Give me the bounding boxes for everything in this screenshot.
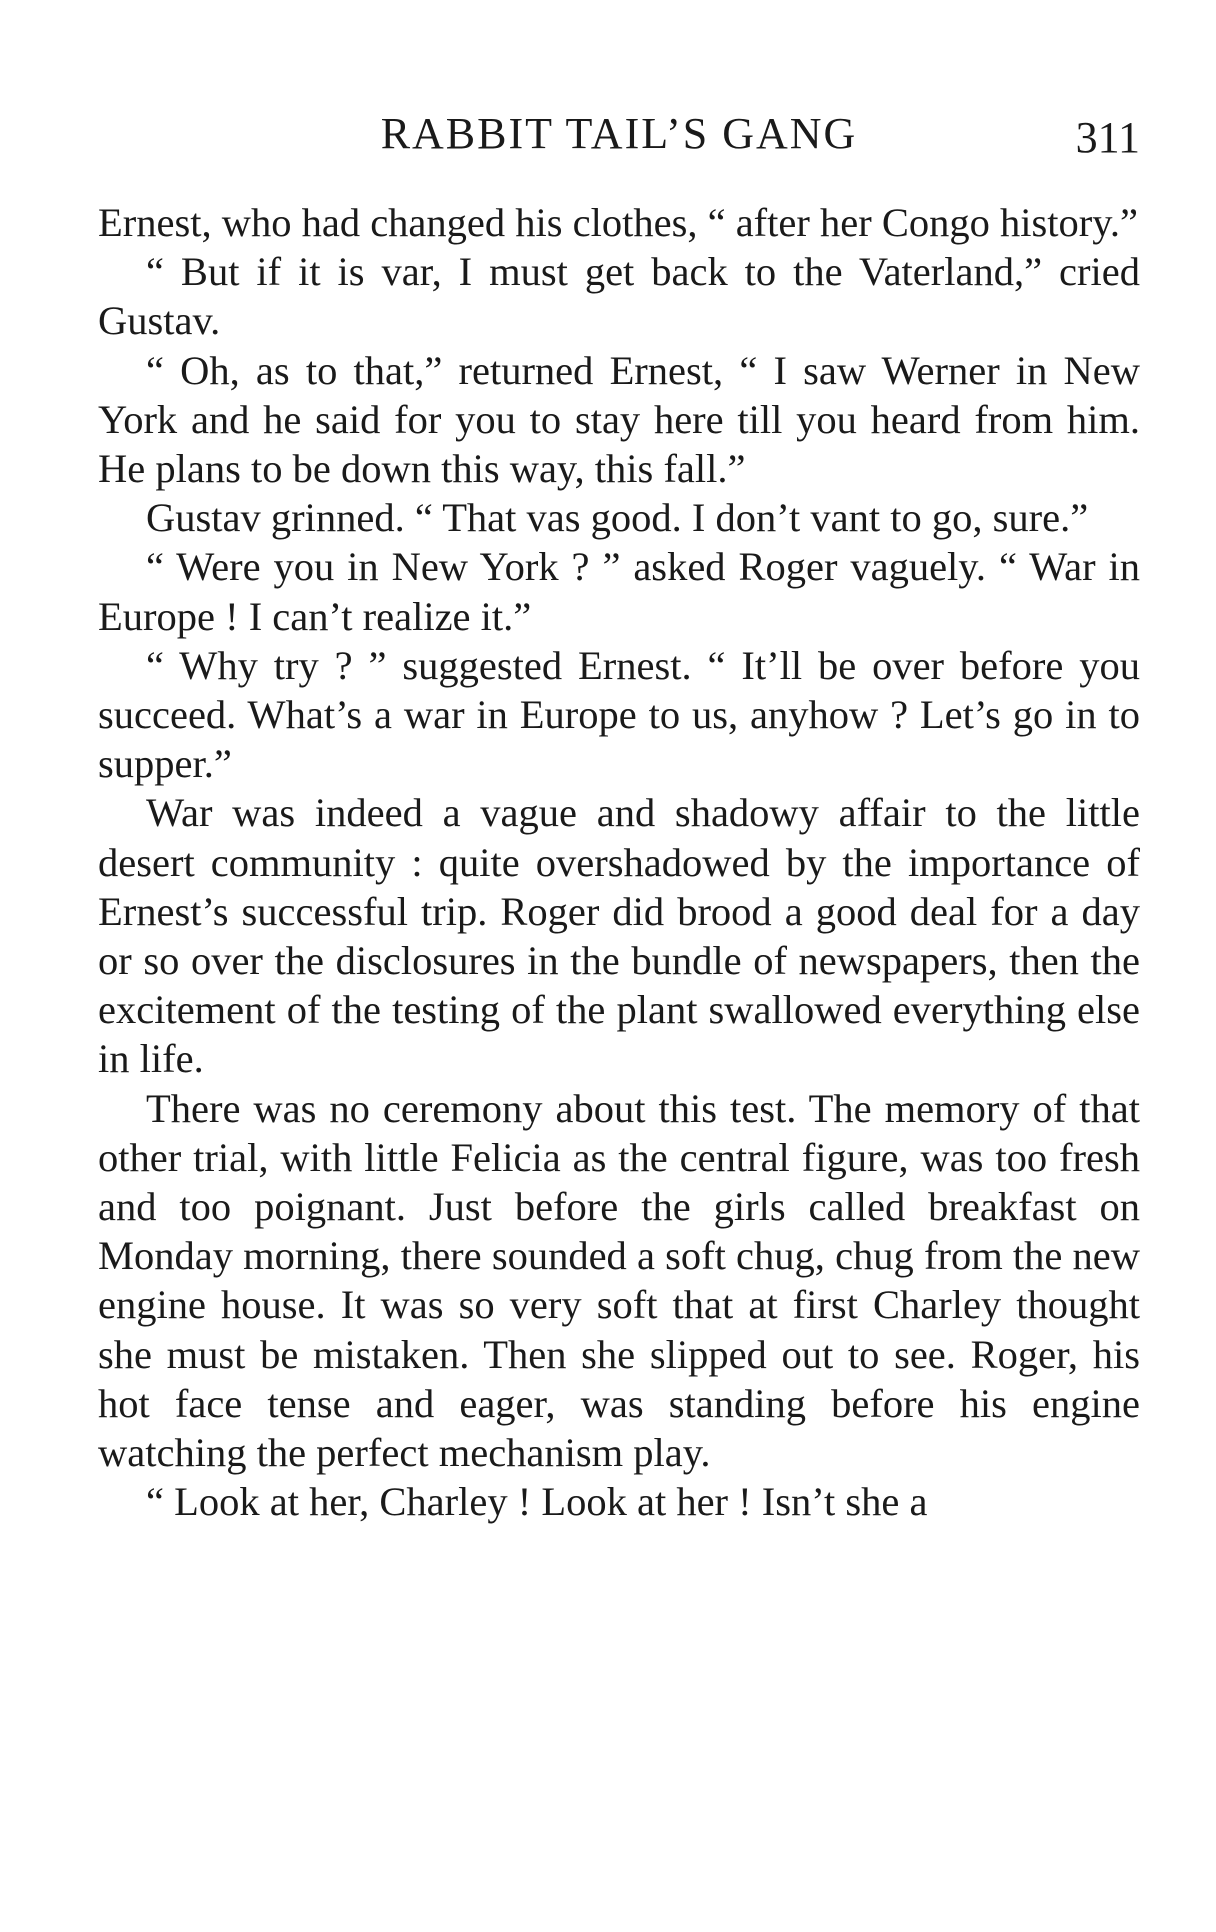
running-head	[98, 108, 1140, 168]
page-number: 311	[1075, 113, 1140, 162]
paragraph: “ But if it is var, I must get back to the Vaterland,” cried Gustav.	[98, 249, 1140, 344]
paragraph: “ Why try ? ” suggested Ernest. “ It’ll be over before you succeed. What’s a war in Europe to us, anyhow ? Let’s go in to supper.”	[98, 642, 1140, 787]
paragraph: There was no ceremony about this test. The memory of that other trial, with little Felicia as the central figure, was too fresh and too poignant. Just before the girls called breakfast on Monday morning, there sounded a soft chug, chug from the new engine house. It was so very soft that at first Charley thought she must be mistaken. Then she slipped out to see. Roger, his hot face tense and eager, was standing before his engine watching the perfect mechanism play.	[98, 1085, 1140, 1476]
paragraph: “ Look at her, Charley ! Look at her ! Isn’t she a	[146, 1479, 928, 1525]
paragraph: “ Oh, as to that,” returned Ernest, “ I saw Werner in New York and he said for you to stay here till you heard from him. He plans to be down this way, this fall.”	[98, 347, 1140, 492]
running-title: RABBIT TAIL’S GANG	[380, 109, 858, 158]
paragraph: Gustav grinned. “ That vas good. I don’t vant to go, sure.”	[146, 495, 1089, 541]
paragraph: War was indeed a vague and shadowy affair to the little desert community : quite overshadowed by the importance of Ernest’s successful trip. Roger did brood a good deal for a day or so over the disclosures in the bundle of newspapers, then the excitement of the testing of the plant swallowed everything else in life.	[98, 790, 1140, 1082]
paragraph: “ Were you in New York ? ” asked Roger vaguely. “ War in Europe ! I can’t realize it.”	[98, 544, 1140, 639]
paragraph-continued: Ernest, who had changed his clothes, “ after her Congo history.”	[98, 200, 1138, 245]
body-text	[98, 198, 1140, 1526]
